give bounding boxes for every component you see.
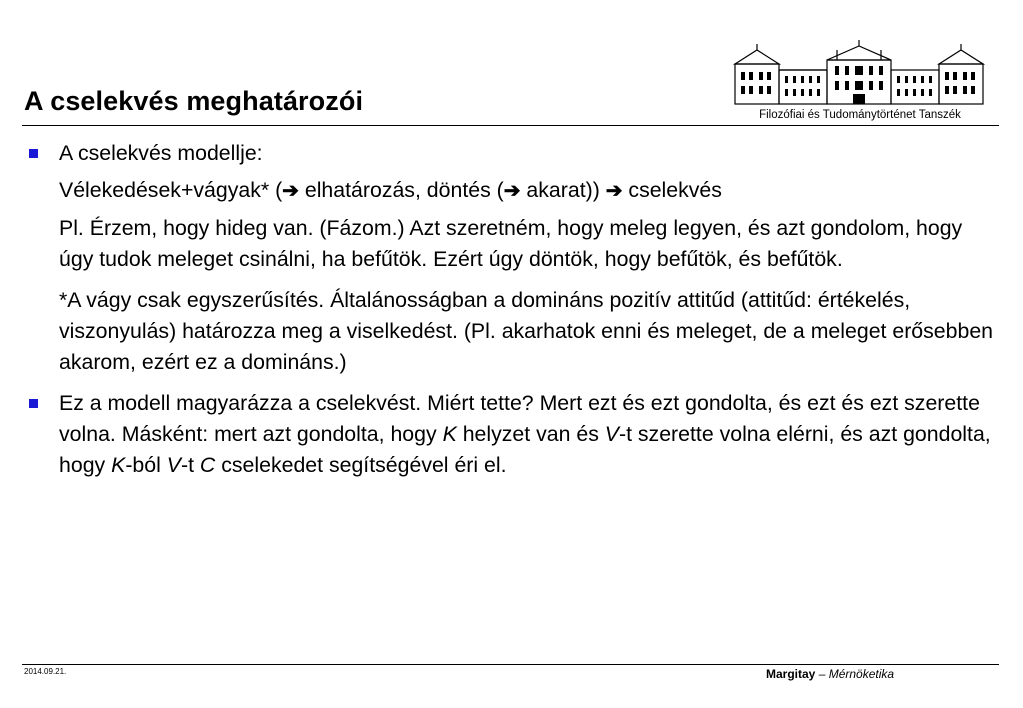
right-arrow-icon: ➔ (605, 180, 623, 202)
page-title: A cselekvés meghatározói (24, 86, 364, 116)
footer-divider (22, 664, 999, 665)
bullet-text: A cselekvés modellje: (59, 141, 263, 165)
footer-date: 2014.09.21. (24, 667, 67, 676)
footnote-paragraph: *A vágy csak egyszerűsítés. Általánosságban a domináns pozitív attitűd (attitűd: értékelés, viszonyulás) határozza meg a viselkedést. (Pl. akarhatok enni és meleget, de a meleget erősebben akarom, ezért ez a domináns.) (59, 288, 994, 374)
example-paragraph: Pl. Érzem, hogy hideg van. (Fázom.) Azt szeretném, hogy meleg legyen, és azt gondolom, hogy úgy tudok meleget csinálni, ha befűtök. Ezért úgy döntök, hogy befűtök, és befűtök. (59, 216, 963, 271)
course-name: Mérnöketika (828, 667, 895, 681)
footer-author: Margitay – Mérnöketika (766, 667, 895, 681)
explanation-text: Ez a modell magyarázza a cselekvést. Miért tette? Mert ezt és ezt gondolta, és ezt és ezt szerette volna. Másként: mert azt gondolta, hogy K helyzet van és V-t szerette volna elérni, és azt gondolta, hogy K-ból V-t C cselekedet segítségével éri el. (59, 391, 991, 477)
bullet-item-model (29, 138, 994, 169)
model-text: Vélekedések+vágyak* ( (59, 178, 283, 202)
header-divider (22, 125, 999, 126)
model-text: akarat)) (520, 178, 600, 202)
university-building-logo (733, 40, 985, 106)
slide-body (29, 138, 994, 481)
bullet-item-explanation (29, 388, 994, 481)
square-bullet-icon (29, 399, 38, 408)
right-arrow-icon: ➔ (282, 180, 299, 202)
department-name: Filozófiai és Tudománytörténet Tanszék (759, 109, 961, 121)
author-name: Margitay (766, 667, 816, 681)
right-arrow-icon: ➔ (503, 180, 521, 202)
model-text: cselekvés (622, 178, 722, 202)
model-formula (29, 175, 994, 207)
square-bullet-icon (29, 149, 38, 158)
model-text: elhatározás, döntés ( (298, 178, 504, 202)
